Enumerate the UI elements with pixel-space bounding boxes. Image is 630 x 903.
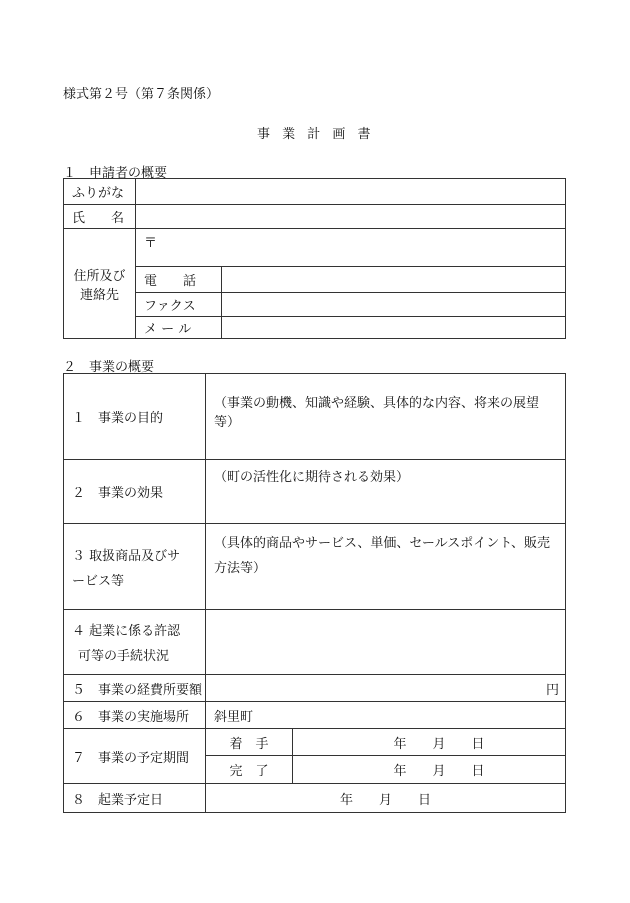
name-label: 氏 名: [64, 205, 136, 229]
form-number: 様式第２号（第７条関係）: [63, 87, 220, 102]
address-label-line2: 連絡先: [79, 287, 119, 303]
phone-label: 電 話: [136, 267, 222, 293]
email-label: メ ー ル: [136, 317, 222, 339]
products-field[interactable]: [206, 524, 566, 610]
products-label-line2: ービス等: [72, 573, 125, 589]
products-label-line1: ３ 取扱商品及びサ: [72, 548, 181, 564]
startup-date-label: ８ 起業予定日: [64, 784, 206, 813]
purpose-hint-line2: 等）: [214, 415, 241, 430]
applicant-table: [63, 178, 566, 339]
permits-label-line1: ４ 起業に係る許認: [72, 624, 181, 639]
address-label-line1: 住所及び: [73, 268, 126, 284]
permits-field[interactable]: [206, 610, 566, 675]
fax-label: ファクス: [136, 293, 222, 317]
purpose-field[interactable]: [206, 374, 566, 460]
products-hint-line1: （具体的商品やサービス、単価、セールスポイント、販売: [214, 536, 551, 551]
location-label: ６ 事業の実施場所: [64, 702, 206, 729]
section1-heading: １ 申請者の概要: [63, 166, 168, 181]
purpose-hint-line1: （事業の動機、知識や経験、具体的な内容、将来の展望: [214, 396, 540, 411]
effect-label: ２ 事業の効果: [64, 460, 206, 524]
startup-date-field[interactable]: 年 月 日: [206, 784, 566, 813]
address-label: [64, 229, 136, 339]
effect-hint: （町の活性化に期待される効果）: [214, 470, 410, 485]
period-start-label: 着 手: [206, 729, 293, 756]
cost-unit: 円: [545, 682, 559, 698]
effect-field[interactable]: [206, 460, 566, 524]
address-field[interactable]: [136, 229, 566, 267]
purpose-label: １ 事業の目的: [64, 374, 206, 460]
period-end-date[interactable]: 年 月 日: [293, 756, 566, 784]
products-label: [64, 524, 206, 610]
cost-field[interactable]: [206, 675, 566, 702]
period-end-label: 完 了: [206, 756, 293, 784]
permits-label-line2: 可等の手続状況: [78, 649, 170, 664]
document-title: 事 業 計 画 書: [257, 127, 375, 142]
email-field[interactable]: [222, 317, 566, 339]
furigana-label: ふりがな: [64, 179, 136, 205]
location-field[interactable]: 斜里町: [206, 702, 566, 729]
business-table: [63, 373, 566, 813]
cost-label: ５ 事業の経費所要額: [64, 675, 206, 702]
phone-field[interactable]: [222, 267, 566, 293]
furigana-field[interactable]: [136, 179, 566, 205]
postal-mark: 〒: [144, 236, 158, 251]
period-start-date[interactable]: 年 月 日: [293, 729, 566, 756]
products-hint-line2: 方法等）: [214, 561, 267, 576]
section2-heading: ２ 事業の概要: [63, 360, 155, 375]
name-field[interactable]: [136, 205, 566, 229]
period-label: ７ 事業の予定期間: [64, 729, 206, 784]
fax-field[interactable]: [222, 293, 566, 317]
permits-label: [64, 610, 206, 675]
